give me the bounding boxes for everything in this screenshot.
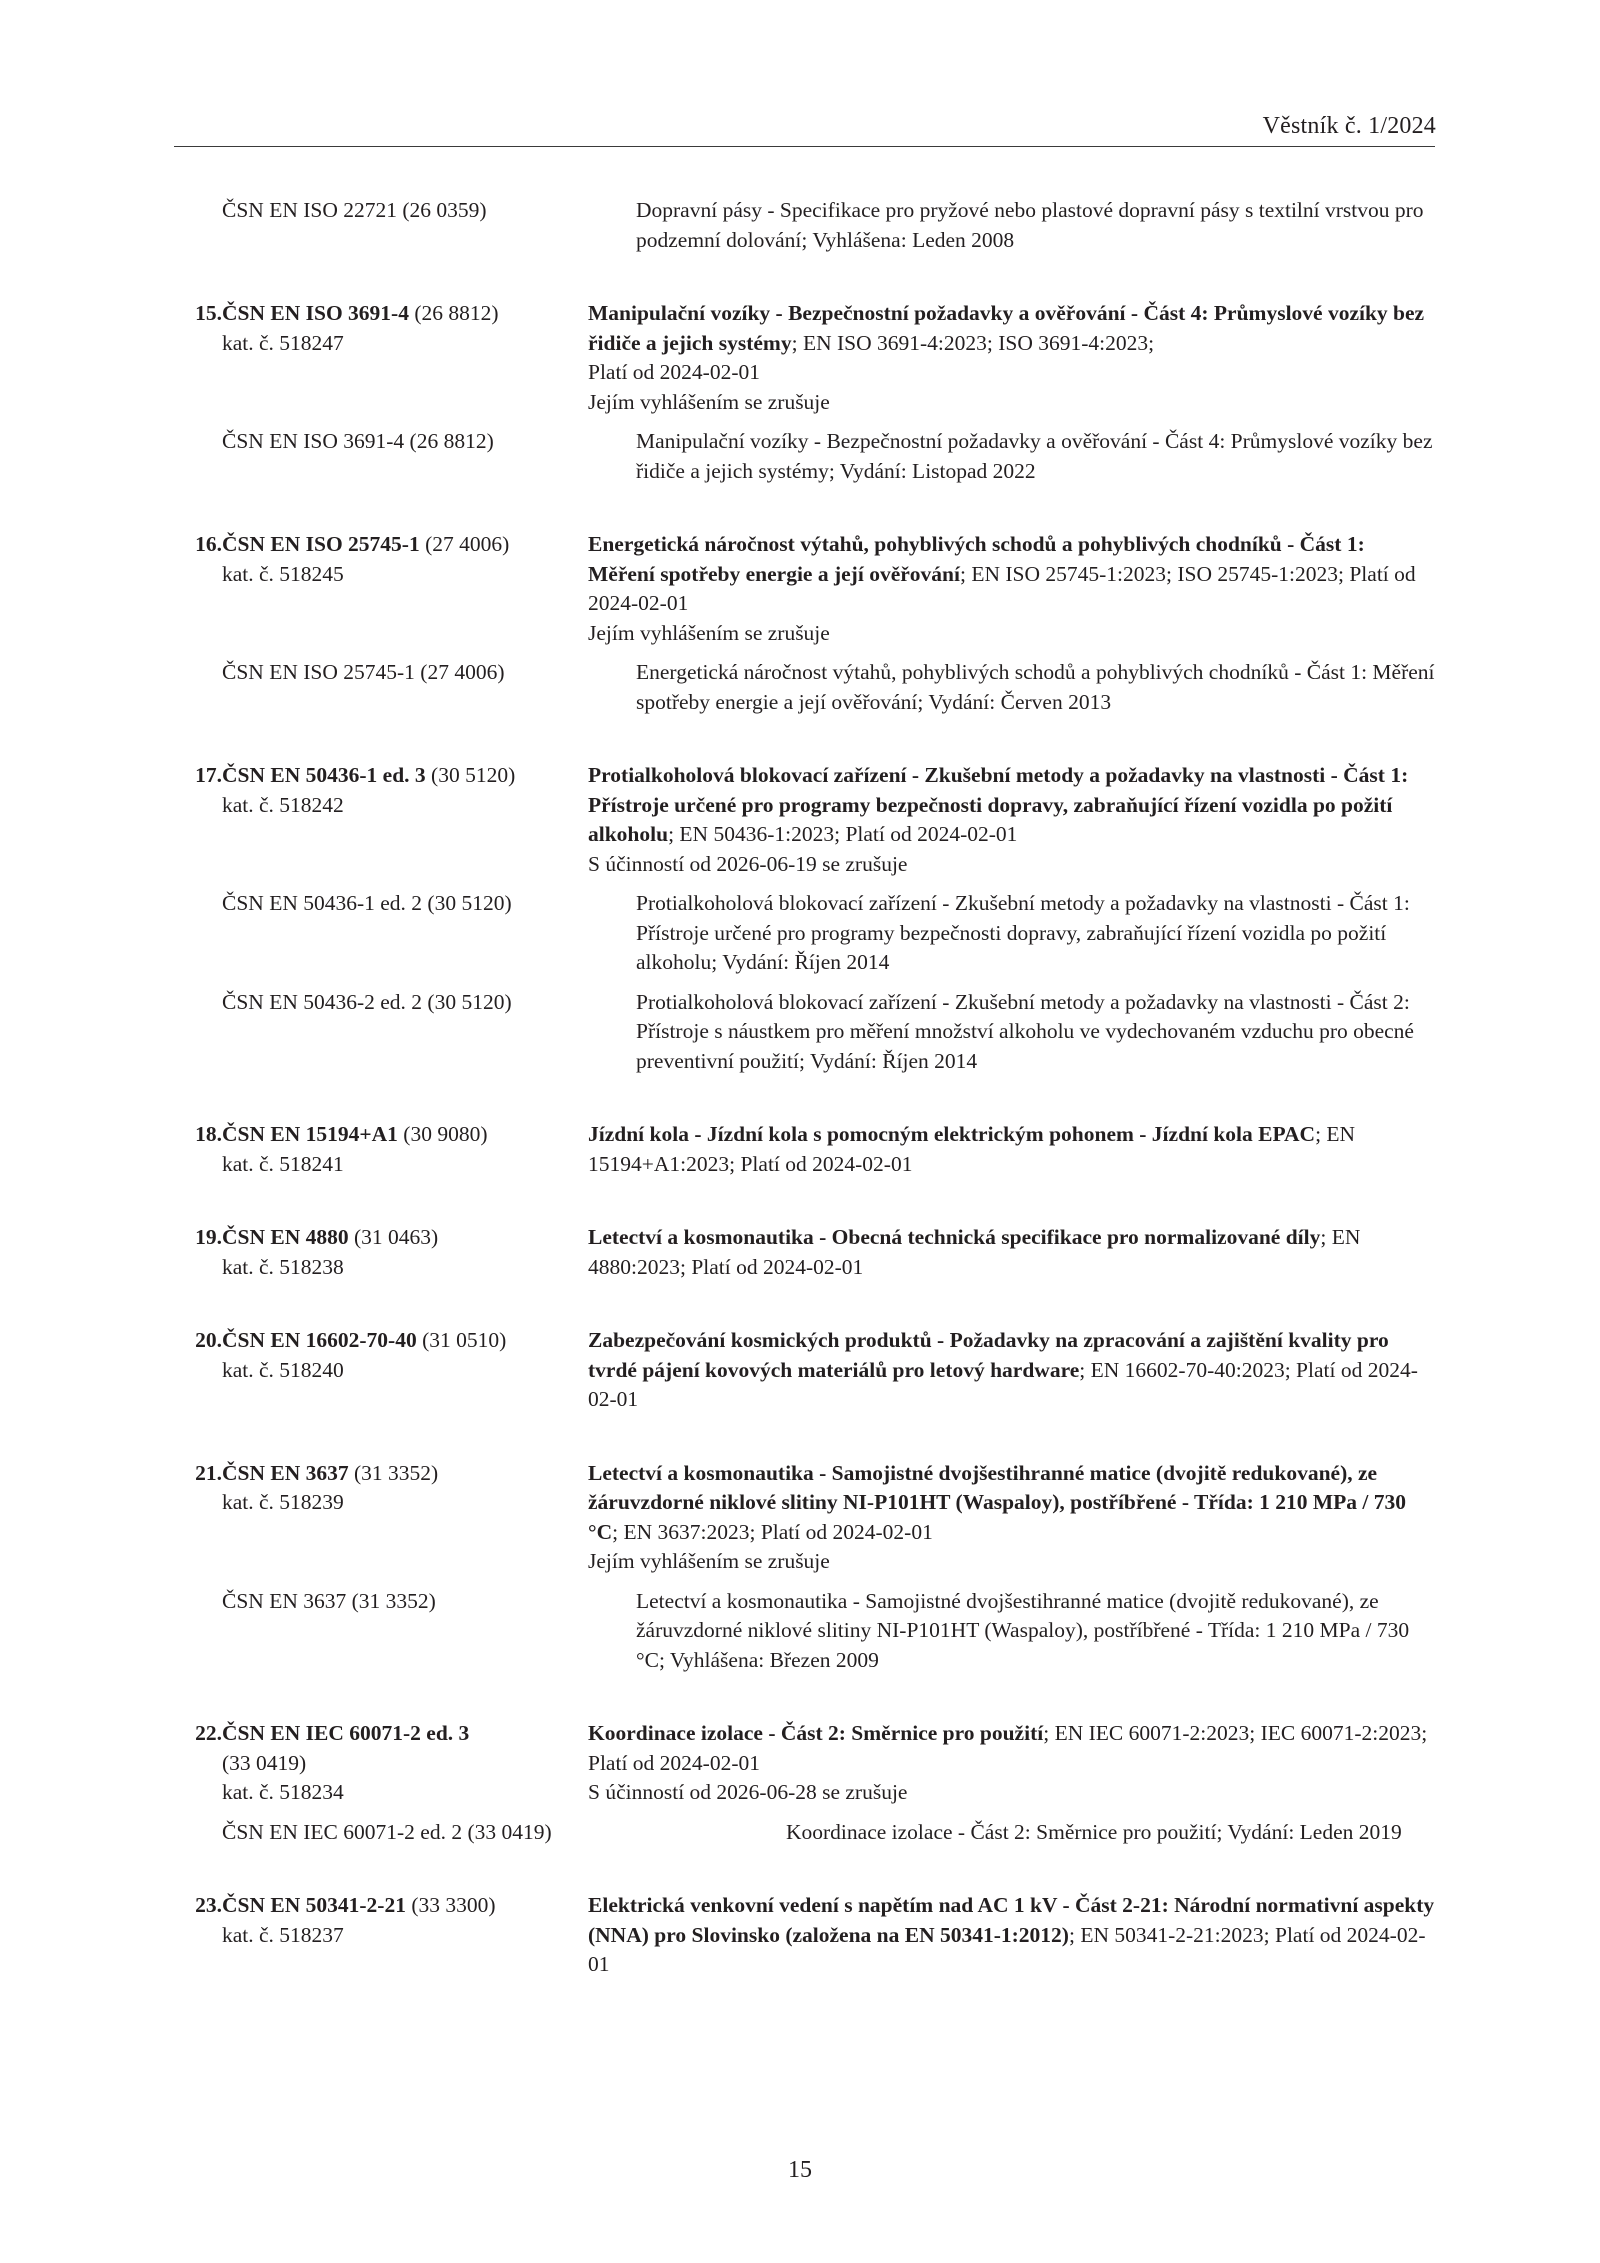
standard-references: ; EN 3637:2023; Platí od 2024-02-01: [612, 1519, 933, 1544]
replaced-standard-text: Energetická náročnost výtahů, pohyblivých schodů a pohyblivých chodníků - Část 1: Měření spotřeby energie a její ověřování; Vydání: Červen 2013: [636, 660, 1435, 714]
replaced-standard-text: Dopravní pásy - Specifikace pro pryžové nebo plastové dopravní pásy s textilní vrstvou pro podzemní dolování; Vyhlášena: Leden 2008: [636, 198, 1424, 252]
entry-number: 16.: [195, 532, 222, 556]
catalog-number: kat. č. 518240: [222, 1357, 344, 1382]
classification-code: (26 8812): [408, 301, 499, 325]
standard-references: ; EN IEC 60071-2:2023; IEC 60071-2:2023; Platí od 2024-02-01: [588, 1721, 1428, 1775]
list-item: [174, 1120, 1436, 1179]
catalog-number: kat. č. 518239: [222, 1490, 344, 1514]
standard-row: [174, 1719, 1436, 1808]
entry-number: 15.: [195, 301, 222, 325]
list-item: [174, 1326, 1436, 1415]
list-item: [174, 1719, 1436, 1847]
replaced-standard-code: ČSN EN IEC 60071-2 ed. 2 (33 0419): [222, 1819, 552, 1844]
replaced-standard-code: ČSN EN 50436-1 ed. 2 (30 5120): [222, 891, 512, 915]
entry-number: 21.: [195, 1460, 222, 1485]
page-number: 15: [788, 2157, 812, 2183]
standard-identifier: [174, 1120, 588, 1179]
standard-row: [174, 1459, 1436, 1577]
standard-identifier: [174, 299, 588, 358]
replaced-standard-row: [174, 658, 1436, 717]
standard-title: Zabezpečování kosmických produktů - Požadavky na zpracování a zajištění kvality pro tvrdé pájení kovových materiálů pro letový hardware: [588, 1328, 1389, 1382]
catalog-number: kat. č. 518245: [222, 561, 344, 586]
list-item: [174, 299, 1436, 486]
classification-code: (27 4006): [419, 532, 510, 556]
replaced-standard-row: [174, 1818, 1436, 1848]
standard-identifier: [174, 1719, 588, 1808]
standard-identifier: [174, 1326, 588, 1385]
replaced-standard-code: ČSN EN ISO 22721 (26 0359): [222, 198, 487, 222]
standard-code: ČSN EN 50436-1 ed. 3: [222, 763, 426, 787]
standard-title: Letectví a kosmonautika - Samojistné dvojšestihranné matice (dvojitě redukované), ze žáruvzdorné niklové slitiny NI-P101HT (Waspaloy), postříbřené - Třída: 1 210 MPa / 730 °C: [588, 1460, 1406, 1544]
standard-row: [174, 761, 1436, 879]
standard-description: [588, 1326, 1436, 1415]
classification-code: (30 5120): [425, 763, 516, 787]
entry-number: 23.: [195, 1893, 222, 1917]
standard-identifier: [174, 1891, 588, 1950]
standard-row: [174, 1223, 1436, 1282]
list-item: [174, 761, 1436, 1076]
replaced-standard-row: [174, 1587, 1436, 1676]
replaced-standard-row: [174, 196, 1436, 255]
standard-references: ; EN ISO 25745-1:2023; ISO 25745-1:2023; Platí od 2024-02-01: [588, 561, 1416, 615]
standard-row: [174, 1120, 1436, 1179]
entry-number: 19.: [195, 1225, 222, 1249]
standard-description: [588, 530, 1436, 648]
standard-identifier: [174, 1459, 588, 1518]
standard-row: [174, 530, 1436, 648]
standard-code: ČSN EN ISO 25745-1: [222, 532, 420, 556]
classification-code: (31 0463): [348, 1225, 439, 1249]
replaced-standard-text: Protialkoholová blokovací zařízení - Zkušební metody a požadavky na vlastnosti - Část 1: Přístroje určené pro programy bezpečnosti dopravy, zabraňující řízení vozidla po požití alkoholu; Vydání: Říjen 2014: [636, 891, 1410, 974]
standard-row: [174, 1891, 1436, 1980]
standard-identifier: [174, 1223, 588, 1282]
replaced-standard-text: Letectví a kosmonautika - Samojistné dvojšestihranné matice (dvojitě redukované), ze žáruvzdorné niklové slitiny NI-P101HT (Waspaloy), postříbřené - Třída: 1 210 MPa / 730 °C; Vyhlášena: Březen 2009: [636, 1588, 1410, 1672]
standard-code: ČSN EN IEC 60071-2 ed. 3: [222, 1721, 470, 1745]
standard-references: ; EN 4880:2023; Platí od 2024-02-01: [588, 1225, 1361, 1279]
cancellation-note: S účinností od 2026-06-28 se zrušuje: [588, 1780, 908, 1804]
catalog-number: kat. č. 518234: [222, 1780, 344, 1804]
standard-code: ČSN EN 4880: [222, 1225, 349, 1249]
standard-references: ; EN ISO 3691-4:2023; ISO 3691-4:2023;: [791, 330, 1155, 355]
standard-title: Protialkoholová blokovací zařízení - Zkušební metody a požadavky na vlastnosti - Část 1: Přístroje určené pro programy bezpečnosti dopravy, zabraňující řízení vozidla po požití alkoholu: [588, 763, 1409, 846]
standard-title: Manipulační vozíky - Bezpečnostní požadavky a ověřování - Část 4: Průmyslové vozíky bez řidiče a jejich systémy: [588, 301, 1425, 355]
replaced-standard-code: ČSN EN 3637 (31 3352): [222, 1588, 436, 1613]
classification-code: (31 3352): [348, 1460, 439, 1485]
standard-references: ; EN 15194+A1:2023; Platí od 2024-02-01: [588, 1122, 1356, 1176]
entry-number: 18.: [195, 1122, 222, 1146]
list-item: [174, 196, 1436, 255]
list-item: [174, 1891, 1436, 1980]
standard-description: [588, 761, 1436, 879]
classification-code: (30 9080): [397, 1122, 488, 1146]
cancellation-note: Jejím vyhlášením se zrušuje: [588, 620, 830, 645]
replaced-standard-code: ČSN EN ISO 3691-4 (26 8812): [222, 429, 494, 453]
standard-description: [588, 1120, 1436, 1179]
standard-code: ČSN EN 16602-70-40: [222, 1328, 417, 1352]
standard-row: [174, 1326, 1436, 1415]
standard-title: Jízdní kola - Jízdní kola s pomocným elektrickým pohonem - Jízdní kola EPAC: [588, 1122, 1316, 1146]
standard-title: Energetická náročnost výtahů, pohyblivých schodů a pohyblivých chodníků - Část 1: Měření spotřeby energie a její ověřování: [588, 532, 1365, 586]
standard-title: Koordinace izolace - Část 2: Směrnice pro použití: [588, 1721, 1044, 1745]
replaced-standard-row: [174, 427, 1436, 486]
standard-code: ČSN EN 3637: [222, 1460, 349, 1485]
standard-title: Letectví a kosmonautika - Obecná technická specifikace pro normalizované díly: [588, 1225, 1321, 1249]
catalog-number: kat. č. 518247: [222, 330, 344, 355]
entry-number: 22.: [195, 1721, 222, 1745]
replaced-standard-text: Koordinace izolace - Část 2: Směrnice pro použití; Vydání: Leden 2019: [786, 1819, 1402, 1844]
catalog-number: kat. č. 518242: [222, 792, 344, 817]
replaced-standard-text: Protialkoholová blokovací zařízení - Zkušební metody a požadavky na vlastnosti - Část 2: Přístroje s náustkem pro měření množství alkoholu ve vydechovaném vzduchu pro obecné preventivní použití; Vydání: Říjen 2014: [636, 989, 1414, 1073]
replaced-standard-row: [174, 988, 1436, 1077]
classification-code: (31 0510): [416, 1328, 507, 1352]
standard-title: Elektrická venkovní vedení s napětím nad AC 1 kV - Část 2-21: Národní normativní aspekty (NNA) pro Slovinsko (založena na EN 50341-1:2012): [588, 1893, 1435, 1947]
catalog-number: kat. č. 518241: [222, 1151, 344, 1176]
standard-code: ČSN EN ISO 3691-4: [222, 301, 409, 325]
standard-references: ; EN 16602-70-40:2023; Platí od 2024-02-01: [588, 1357, 1418, 1411]
list-item: [174, 530, 1436, 717]
standard-code: ČSN EN 50341-2-21: [222, 1893, 406, 1917]
entry-number: 20.: [195, 1328, 222, 1352]
cancellation-note: Jejím vyhlášením se zrušuje: [588, 1549, 830, 1573]
standards-list: [174, 196, 1436, 2024]
standard-references: ; EN 50436-1:2023; Platí od 2024-02-01: [668, 822, 1018, 846]
standard-description: [588, 1891, 1436, 1980]
cancellation-note: Jejím vyhlášením se zrušuje: [588, 389, 830, 414]
standard-description: [588, 1459, 1436, 1577]
standard-identifier: [174, 530, 588, 589]
validity-date: Platí od 2024-02-01: [588, 360, 760, 384]
replaced-standard-code: ČSN EN 50436-2 ed. 2 (30 5120): [222, 989, 512, 1014]
replaced-standard-text: Manipulační vozíky - Bezpečnostní požadavky a ověřování - Část 4: Průmyslové vozíky bez řidiče a jejich systémy; Vydání: Listopad 2022: [636, 429, 1433, 483]
list-item: [174, 1459, 1436, 1676]
standard-references: ; EN 50341-2-21:2023; Platí od 2024-02-01: [588, 1922, 1426, 1976]
entry-number: 17.: [195, 763, 222, 787]
standard-description: [588, 1223, 1436, 1282]
catalog-number: kat. č. 518237: [222, 1922, 344, 1947]
header-divider: [174, 146, 1435, 147]
cancellation-note: S účinností od 2026-06-19 se zrušuje: [588, 851, 908, 876]
replaced-standard-code: ČSN EN ISO 25745-1 (27 4006): [222, 660, 505, 684]
standard-row: [174, 299, 1436, 417]
classification-code: (33 3300): [405, 1893, 496, 1917]
replaced-standard-row: [174, 889, 1436, 978]
standard-identifier: [174, 761, 588, 820]
list-item: [174, 1223, 1436, 1282]
catalog-number: kat. č. 518238: [222, 1254, 344, 1279]
bulletin-title: Věstník č. 1/2024: [1262, 113, 1436, 139]
standard-description: [588, 1719, 1436, 1808]
standard-description: [588, 299, 1436, 417]
standard-code: ČSN EN 15194+A1: [222, 1122, 398, 1146]
classification-code: (33 0419): [222, 1750, 307, 1775]
